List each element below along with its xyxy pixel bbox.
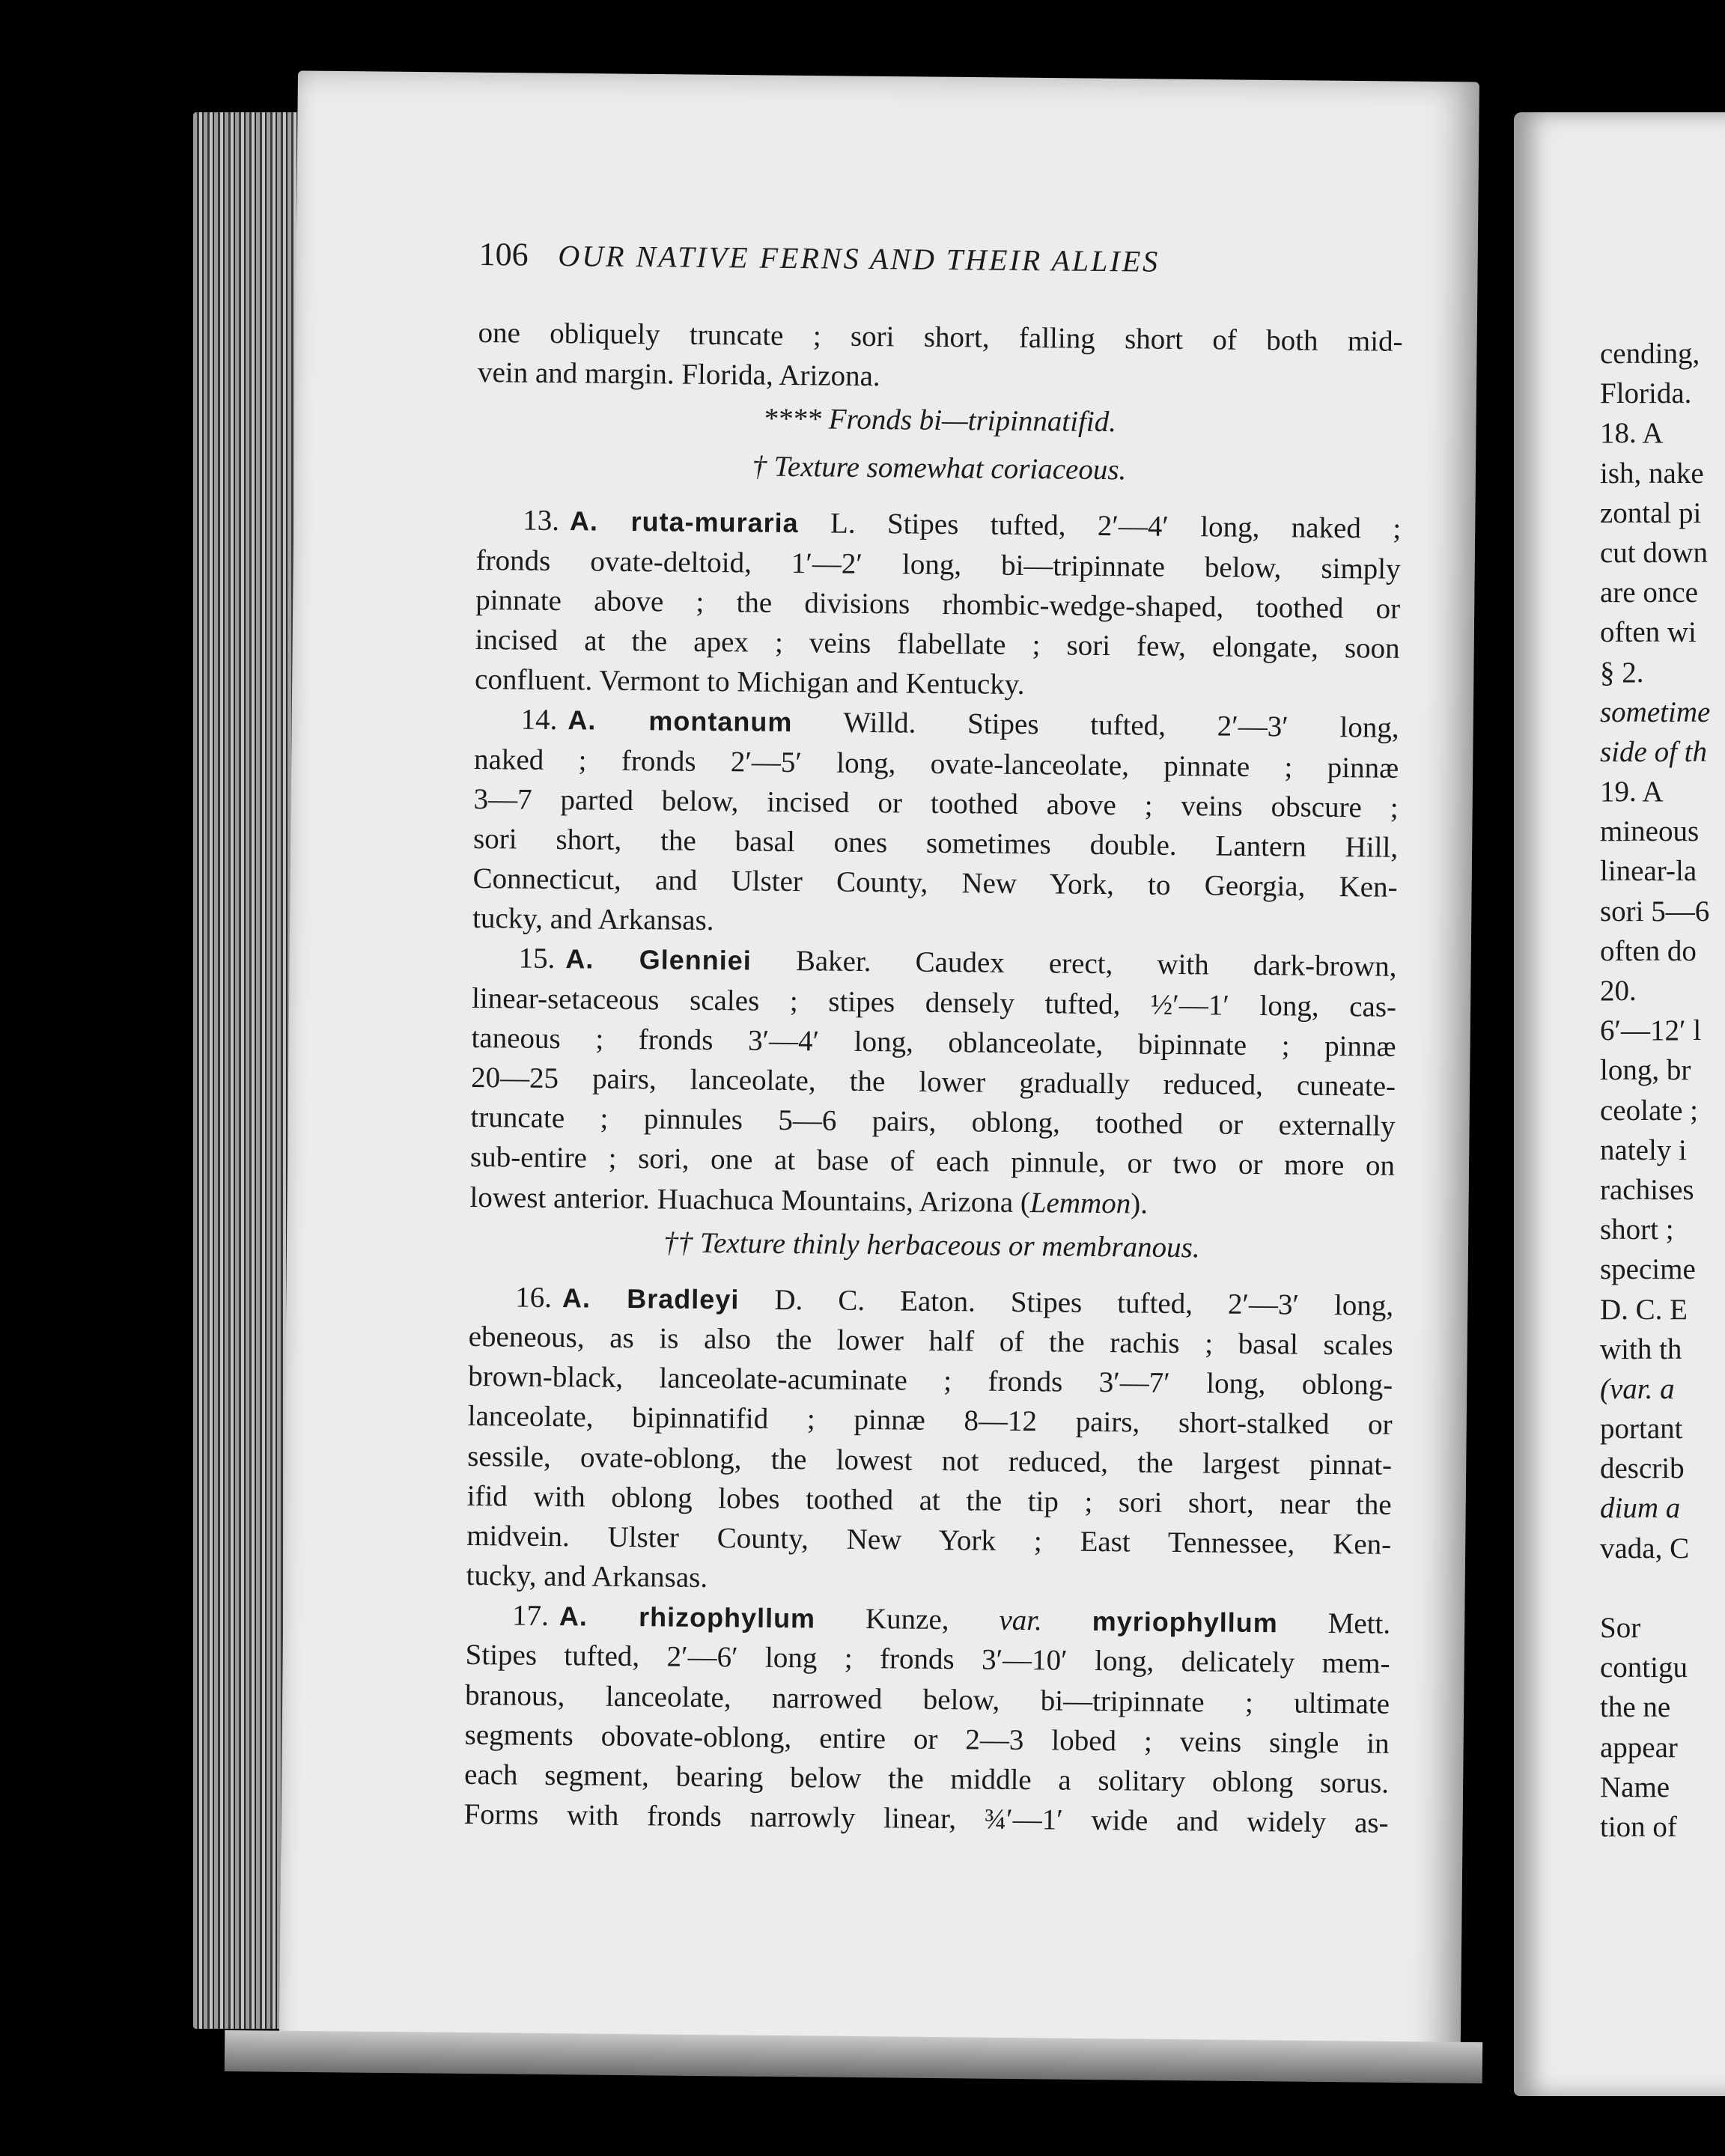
running-header	[478, 225, 1404, 322]
entry-text: Willd. Stipes tufted, 2′—3′ long,	[792, 706, 1399, 745]
right-page-line: 6′—12′ l	[1600, 1014, 1702, 1047]
entry-line: 20—25 pairs, lanceolate, the lower gradually reduced, cuneate-	[470, 1061, 1396, 1103]
entry-line: pinnate above ; the divisions rhombic-wedge-shaped, toothed or	[475, 583, 1401, 625]
right-page-line: § 2.	[1600, 656, 1644, 689]
right-page-line: side of th	[1600, 735, 1707, 768]
right-page-line: the ne	[1600, 1691, 1671, 1724]
right-page-line: are once	[1600, 576, 1698, 609]
species-entry	[472, 699, 1399, 947]
entry-line: sori short, the basal ones sometimes double. Lantern Hill,	[472, 822, 1399, 864]
right-page-line: nately i	[1600, 1133, 1687, 1166]
entry-number: 15.	[518, 942, 556, 975]
right-page-line: Sor	[1600, 1612, 1641, 1644]
right-page-line: with th	[1600, 1333, 1682, 1365]
right-page-line: 18. A	[1600, 417, 1664, 450]
right-page-line: long, br	[1600, 1054, 1691, 1087]
entry-number: 13.	[523, 504, 560, 538]
species-name: A. montanum	[568, 704, 793, 738]
right-page-line: zontal pi	[1600, 496, 1702, 529]
right-page-line: tion of	[1600, 1810, 1677, 1843]
species-entry	[466, 1277, 1393, 1604]
entry-line: Connecticut, and Ulster County, New York, to Georgia, Ken-	[472, 862, 1398, 904]
entry-text: L. Stipes tufted, 2′—4′ long, naked ;	[798, 507, 1402, 546]
entry-line: naked ; fronds 2′—5′ long, ovate-lanceolate, pinnate ; pinnæ	[473, 743, 1399, 785]
running-head-title: OUR NATIVE FERNS AND THEIR ALLIES	[558, 239, 1160, 278]
right-page-line: cut down	[1600, 536, 1709, 569]
intro-line: vein and margin. Florida, Arizona.	[477, 356, 880, 393]
entry-text: lowest anterior. Huachuca Mountains, Arizona (	[469, 1181, 1031, 1219]
entry-line: each segment, bearing below the middle a solitary oblong sorus.	[463, 1758, 1390, 1800]
section-heading: † Texture somewhat coriaceous.	[752, 450, 1127, 487]
entry-text: Kunze,	[815, 1602, 1000, 1637]
right-page-line: D. C. E	[1600, 1293, 1688, 1326]
section-heading: †† Texture thinly herbaceous or membranous.	[663, 1226, 1200, 1264]
species-name: A. Glenniei	[565, 943, 752, 976]
right-page-line: describ	[1600, 1452, 1685, 1485]
variety-name: myriophyllum	[1092, 1606, 1279, 1639]
entry-text: D. C. Eaton. Stipes tufted, 2′—3′ long,	[739, 1283, 1394, 1322]
entry-number: 14.	[520, 703, 558, 737]
entry-line: segments obovate-oblong, entire or 2—3 lobed ; veins single in	[464, 1718, 1390, 1760]
entry-line: taneous ; fronds 3′—4′ long, oblanceolate, bipinnate ; pinnæ	[471, 1021, 1396, 1063]
entry-text: Mett.	[1277, 1607, 1391, 1641]
entry-number: 17.	[511, 1599, 550, 1633]
right-page-line: sori 5—6	[1600, 895, 1710, 928]
right-page-line: Florida.	[1600, 377, 1692, 410]
right-page-line: portant	[1600, 1413, 1683, 1446]
right-page-line: (var. a	[1600, 1372, 1675, 1405]
variety-label: var.	[999, 1604, 1043, 1637]
entry-line: ifid with oblong lobes toothed at the tip ; sori short, near the	[466, 1479, 1392, 1521]
right-page-line	[1600, 1568, 1725, 1608]
species-name: A. ruta-muraria	[569, 505, 799, 539]
right-page-line: contigu	[1600, 1651, 1688, 1684]
right-page-line: often wi	[1600, 616, 1697, 649]
entry-line: sub-entire ; sori, one at base of each pinnule, or two or more on	[469, 1141, 1396, 1183]
entry-number: 16.	[515, 1281, 553, 1314]
entry-line: ebeneous, as is also the lower half of the rachis ; basal scales	[468, 1320, 1393, 1362]
right-page-line: often do	[1600, 934, 1697, 967]
entry-line: incised at the apex ; veins flabellate ; sori few, elongate, soon	[475, 623, 1400, 665]
left-page-text	[463, 225, 1404, 1843]
entry-line: sessile, ovate-oblong, the lowest not reduced, the largest pinnat-	[467, 1440, 1393, 1482]
right-page-line: cending,	[1600, 338, 1700, 370]
entry-line: tucky, and Arkansas.	[466, 1559, 708, 1595]
collector-name: Lemmon	[1029, 1186, 1131, 1219]
right-page-line: 20.	[1600, 975, 1637, 1007]
entry-text: Baker. Caudex erect, with dark-brown,	[751, 944, 1397, 984]
entry-line: fronds ovate-deltoid, 1′—2′ long, bi—tripinnate below, simply	[475, 543, 1401, 585]
right-page-line: dium a	[1600, 1492, 1681, 1525]
right-page-text	[1600, 334, 1725, 1847]
right-page-line: specime	[1600, 1253, 1696, 1286]
entry-line: Forms with fronds narrowly linear, ¾′—1′ wide and widely as-	[463, 1798, 1389, 1839]
entry-line: truncate ; pinnules 5—6 pairs, oblong, toothed or externally	[470, 1101, 1396, 1142]
page-number: 106	[478, 235, 529, 273]
right-page-line: rachises	[1600, 1173, 1694, 1206]
species-entry	[469, 938, 1397, 1225]
right-page-line: mineous	[1600, 815, 1700, 848]
entry-line: Stipes tufted, 2′—6′ long ; fronds 3′—10′ long, delicately mem-	[465, 1639, 1390, 1681]
entry-line: tucky, and Arkansas.	[472, 902, 714, 937]
section-heading: **** Fronds bi—tripinnatifid.	[762, 403, 1117, 439]
right-page-line: appear	[1600, 1731, 1678, 1764]
right-page-line: ish, nake	[1600, 457, 1704, 490]
entry-line: brown-black, lanceolate-acuminate ; fronds 3′—7′ long, oblong-	[468, 1360, 1393, 1401]
entry-text: ).	[1131, 1187, 1149, 1220]
right-page-line: linear-la	[1600, 855, 1697, 888]
right-page-line: 19. A	[1600, 776, 1664, 808]
species-entry	[475, 500, 1401, 708]
right-page-line: sometime	[1600, 695, 1711, 728]
entry-line: lanceolate, bipinnatifid ; pinnæ 8—12 pairs, short-stalked or	[467, 1400, 1393, 1442]
species-name: A. Bradleyi	[562, 1282, 740, 1315]
right-page-line: ceolate ;	[1600, 1094, 1698, 1127]
entry-line: confluent. Vermont to Michigan and Kentucky.	[474, 663, 1025, 701]
entry-line: branous, lanceolate, narrowed below, bi—tripinnate ; ultimate	[464, 1678, 1390, 1720]
species-entry	[463, 1595, 1390, 1843]
right-page-line: vada, C	[1600, 1532, 1690, 1565]
entry-line: midvein. Ulster County, New York ; East Tennessee, Ken-	[466, 1519, 1392, 1561]
entry-line: linear-setaceous scales ; stipes densely tufted, ½′—1′ long, cas-	[471, 981, 1397, 1023]
entry-line: 3—7 parted below, incised or toothed above ; veins obscure ;	[473, 782, 1399, 824]
right-page-line: Name	[1600, 1770, 1670, 1803]
intro-line: one obliquely truncate ; sori short, falling short of both mid-	[478, 316, 1403, 358]
right-page-line: short ;	[1600, 1213, 1674, 1246]
species-name: A. rhizophyllum	[559, 1601, 816, 1634]
